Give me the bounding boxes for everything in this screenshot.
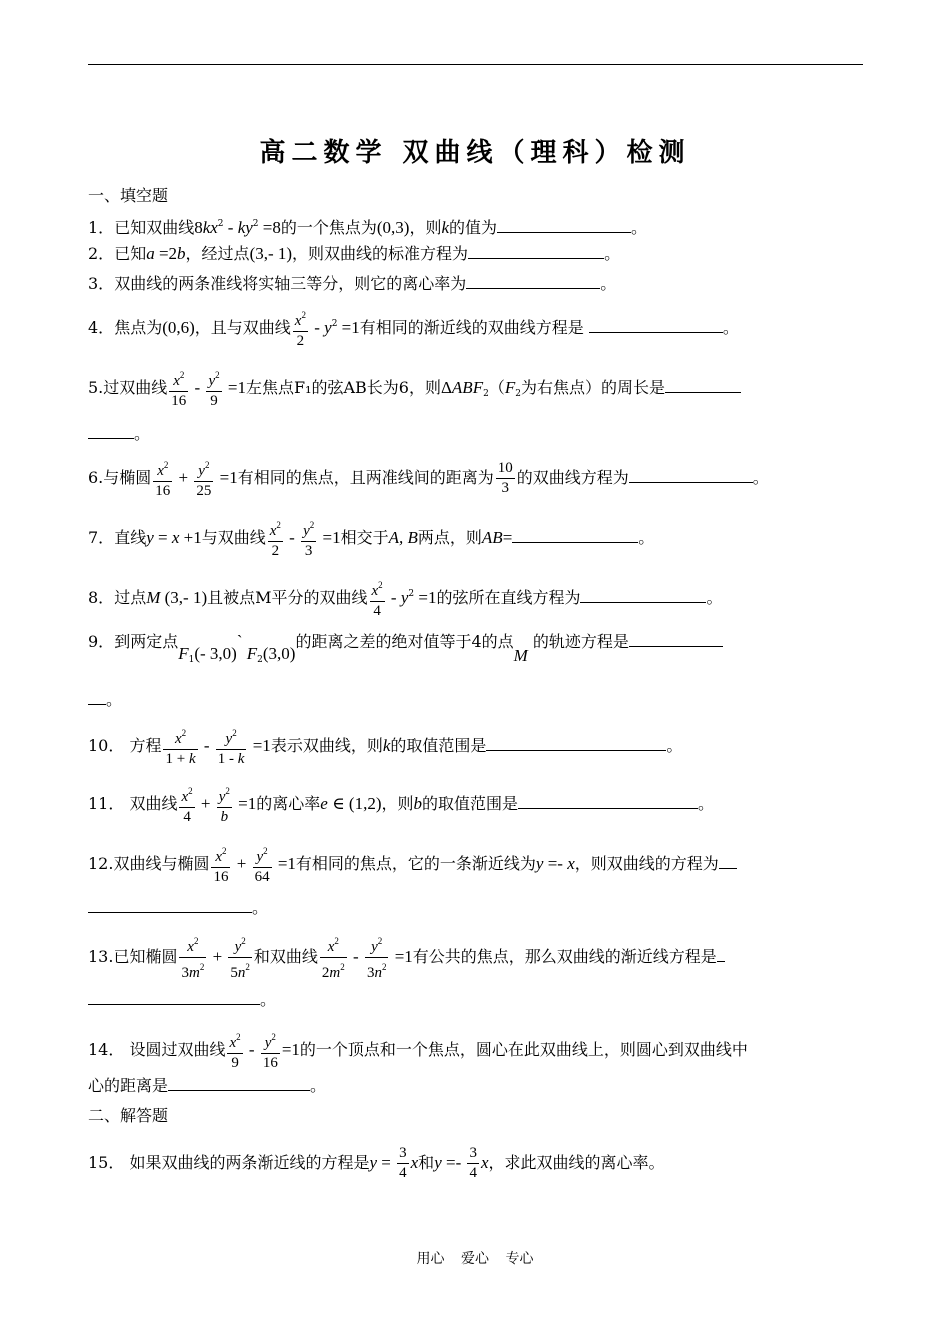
answer-blank[interactable] bbox=[629, 468, 753, 483]
answer-blank-cont[interactable] bbox=[88, 898, 252, 913]
answer-blank-cont[interactable] bbox=[88, 990, 260, 1005]
question-13-cont: 。 bbox=[88, 990, 276, 1010]
answer-blank[interactable] bbox=[168, 1076, 310, 1091]
answer-blank[interactable] bbox=[512, 528, 638, 543]
question-11: 11． 双曲线 $\frac{x^2}{4}$ + $\frac{y^2}{b}$ =1的离心率e ∈ (1,2)，则b的取值范围是 。 bbox=[88, 782, 714, 827]
question-7: 7．直线y = x +1与双曲线 $\frac{x^2}{2}$ - $\frac{y^2}{3}$ =1相交于A, B两点，则AB= 。 bbox=[88, 516, 654, 561]
question-6: 6.与椭圆 $\frac{x^2}{16}$ + $\frac{y^2}{25}$ =1有相同的焦点，且两准线间的距离为 $\frac{10}{3}$ 的双曲线方程为 。 bbox=[88, 456, 769, 501]
answer-blank[interactable] bbox=[665, 378, 741, 393]
question-15: 15． 如果双曲线的两条渐近线的方程是y = $\frac{3}{4}$ x和y =- $\frac{3}{4}$ x，求此双曲线的离心率。 bbox=[88, 1145, 665, 1181]
section-fill-in-heading: 一、填空题 bbox=[88, 186, 169, 205]
answer-blank[interactable] bbox=[486, 736, 666, 751]
answer-blank[interactable] bbox=[580, 588, 706, 603]
question-1: 1．已知双曲线$8kx^2 - ky^2 =8$的一个焦点为(0,3)，则k的值为 。 bbox=[88, 218, 648, 237]
footer-text-3: 专心 bbox=[505, 1251, 534, 1267]
footer-text-2: 爱心 bbox=[461, 1251, 489, 1267]
answer-blank[interactable] bbox=[717, 947, 725, 962]
question-5-cont: 。 bbox=[88, 424, 150, 444]
question-4: 4．焦点为(0,6)，且与双曲线 $\frac{x^2}{2}$ - $y^2 =1$有相同的渐近线的双曲线方程是 。 bbox=[88, 306, 739, 351]
question-8: 8．过点M (3,- 1)且被点M平分的双曲线 $\frac{x^2}{4}$ - $y^2 =1$的弦所在直线方程为 。 bbox=[88, 576, 723, 621]
answer-blank[interactable] bbox=[719, 854, 737, 869]
question-10: 10． 方程 $\frac{x^2}{1 + k}$ - $\frac{y^2}{1 - k}$ =1表示双曲线，则k的取值范围是 。 bbox=[88, 724, 682, 769]
answer-blank[interactable] bbox=[629, 632, 723, 647]
question-12-cont: 。 bbox=[88, 898, 268, 918]
page-title: 高二数学 双曲线（理科）检测 bbox=[259, 138, 691, 168]
answer-blank[interactable] bbox=[589, 318, 723, 333]
question-9: 9．到两定点$F_1(-$ 3,0)` $F_2(3,0)$的距离之差的绝对值等于4的点M 的轨迹方程是 bbox=[88, 632, 723, 658]
question-9-cont: 。 bbox=[88, 690, 122, 710]
section-solve-heading: 二、解答题 bbox=[88, 1106, 169, 1125]
header-rule bbox=[88, 64, 863, 65]
question-2: 2．已知a =2b，经过点(3,- 1)，则双曲线的标准方程为 。 bbox=[88, 244, 621, 263]
question-14: 14． 设圆过双曲线 $\frac{x^2}{9}$ - $\frac{y^2}{16}$ =1的一个顶点和一个焦点，圆心在此双曲线上，则圆心到双曲线中 bbox=[88, 1028, 748, 1073]
answer-blank[interactable] bbox=[497, 218, 631, 233]
answer-blank[interactable] bbox=[468, 244, 604, 259]
question-5: 5.过双曲线 $\frac{x^2}{16}$ - $\frac{y^2}{9}$ =1左焦点F₁的弦AB长为6，则$\Delta ABF_2(F_2$为右焦点）的周长是 bbox=[88, 366, 741, 411]
answer-blank[interactable] bbox=[518, 794, 698, 809]
answer-blank[interactable] bbox=[466, 274, 600, 289]
question-13: 13.已知椭圆 $\frac{x^2}{3m^2}$ + $\frac{y^2}{5n^2}$ 和双曲线 $\frac{x^2}{2m^2}$ - $\frac{y^2}{3n^2}$ =1有公共的焦点，那么双曲线的渐近线方程是 bbox=[88, 932, 725, 983]
footer-text-1: 用心 bbox=[416, 1251, 445, 1267]
answer-blank-cont[interactable] bbox=[88, 424, 134, 439]
page-footer bbox=[0, 1248, 950, 1268]
question-12: 12.双曲线与椭圆 $\frac{x^2}{16}$ + $\frac{y^2}{64}$ =1有相同的焦点，它的一条渐近线为y =- x，则双曲线的方程为 bbox=[88, 842, 737, 887]
question-3: 3．双曲线的两条准线将实轴三等分，则它的离心率为 。 bbox=[88, 274, 617, 293]
answer-blank-cont[interactable] bbox=[88, 690, 106, 705]
question-14-cont: 心的距离是 。 bbox=[88, 1076, 327, 1095]
